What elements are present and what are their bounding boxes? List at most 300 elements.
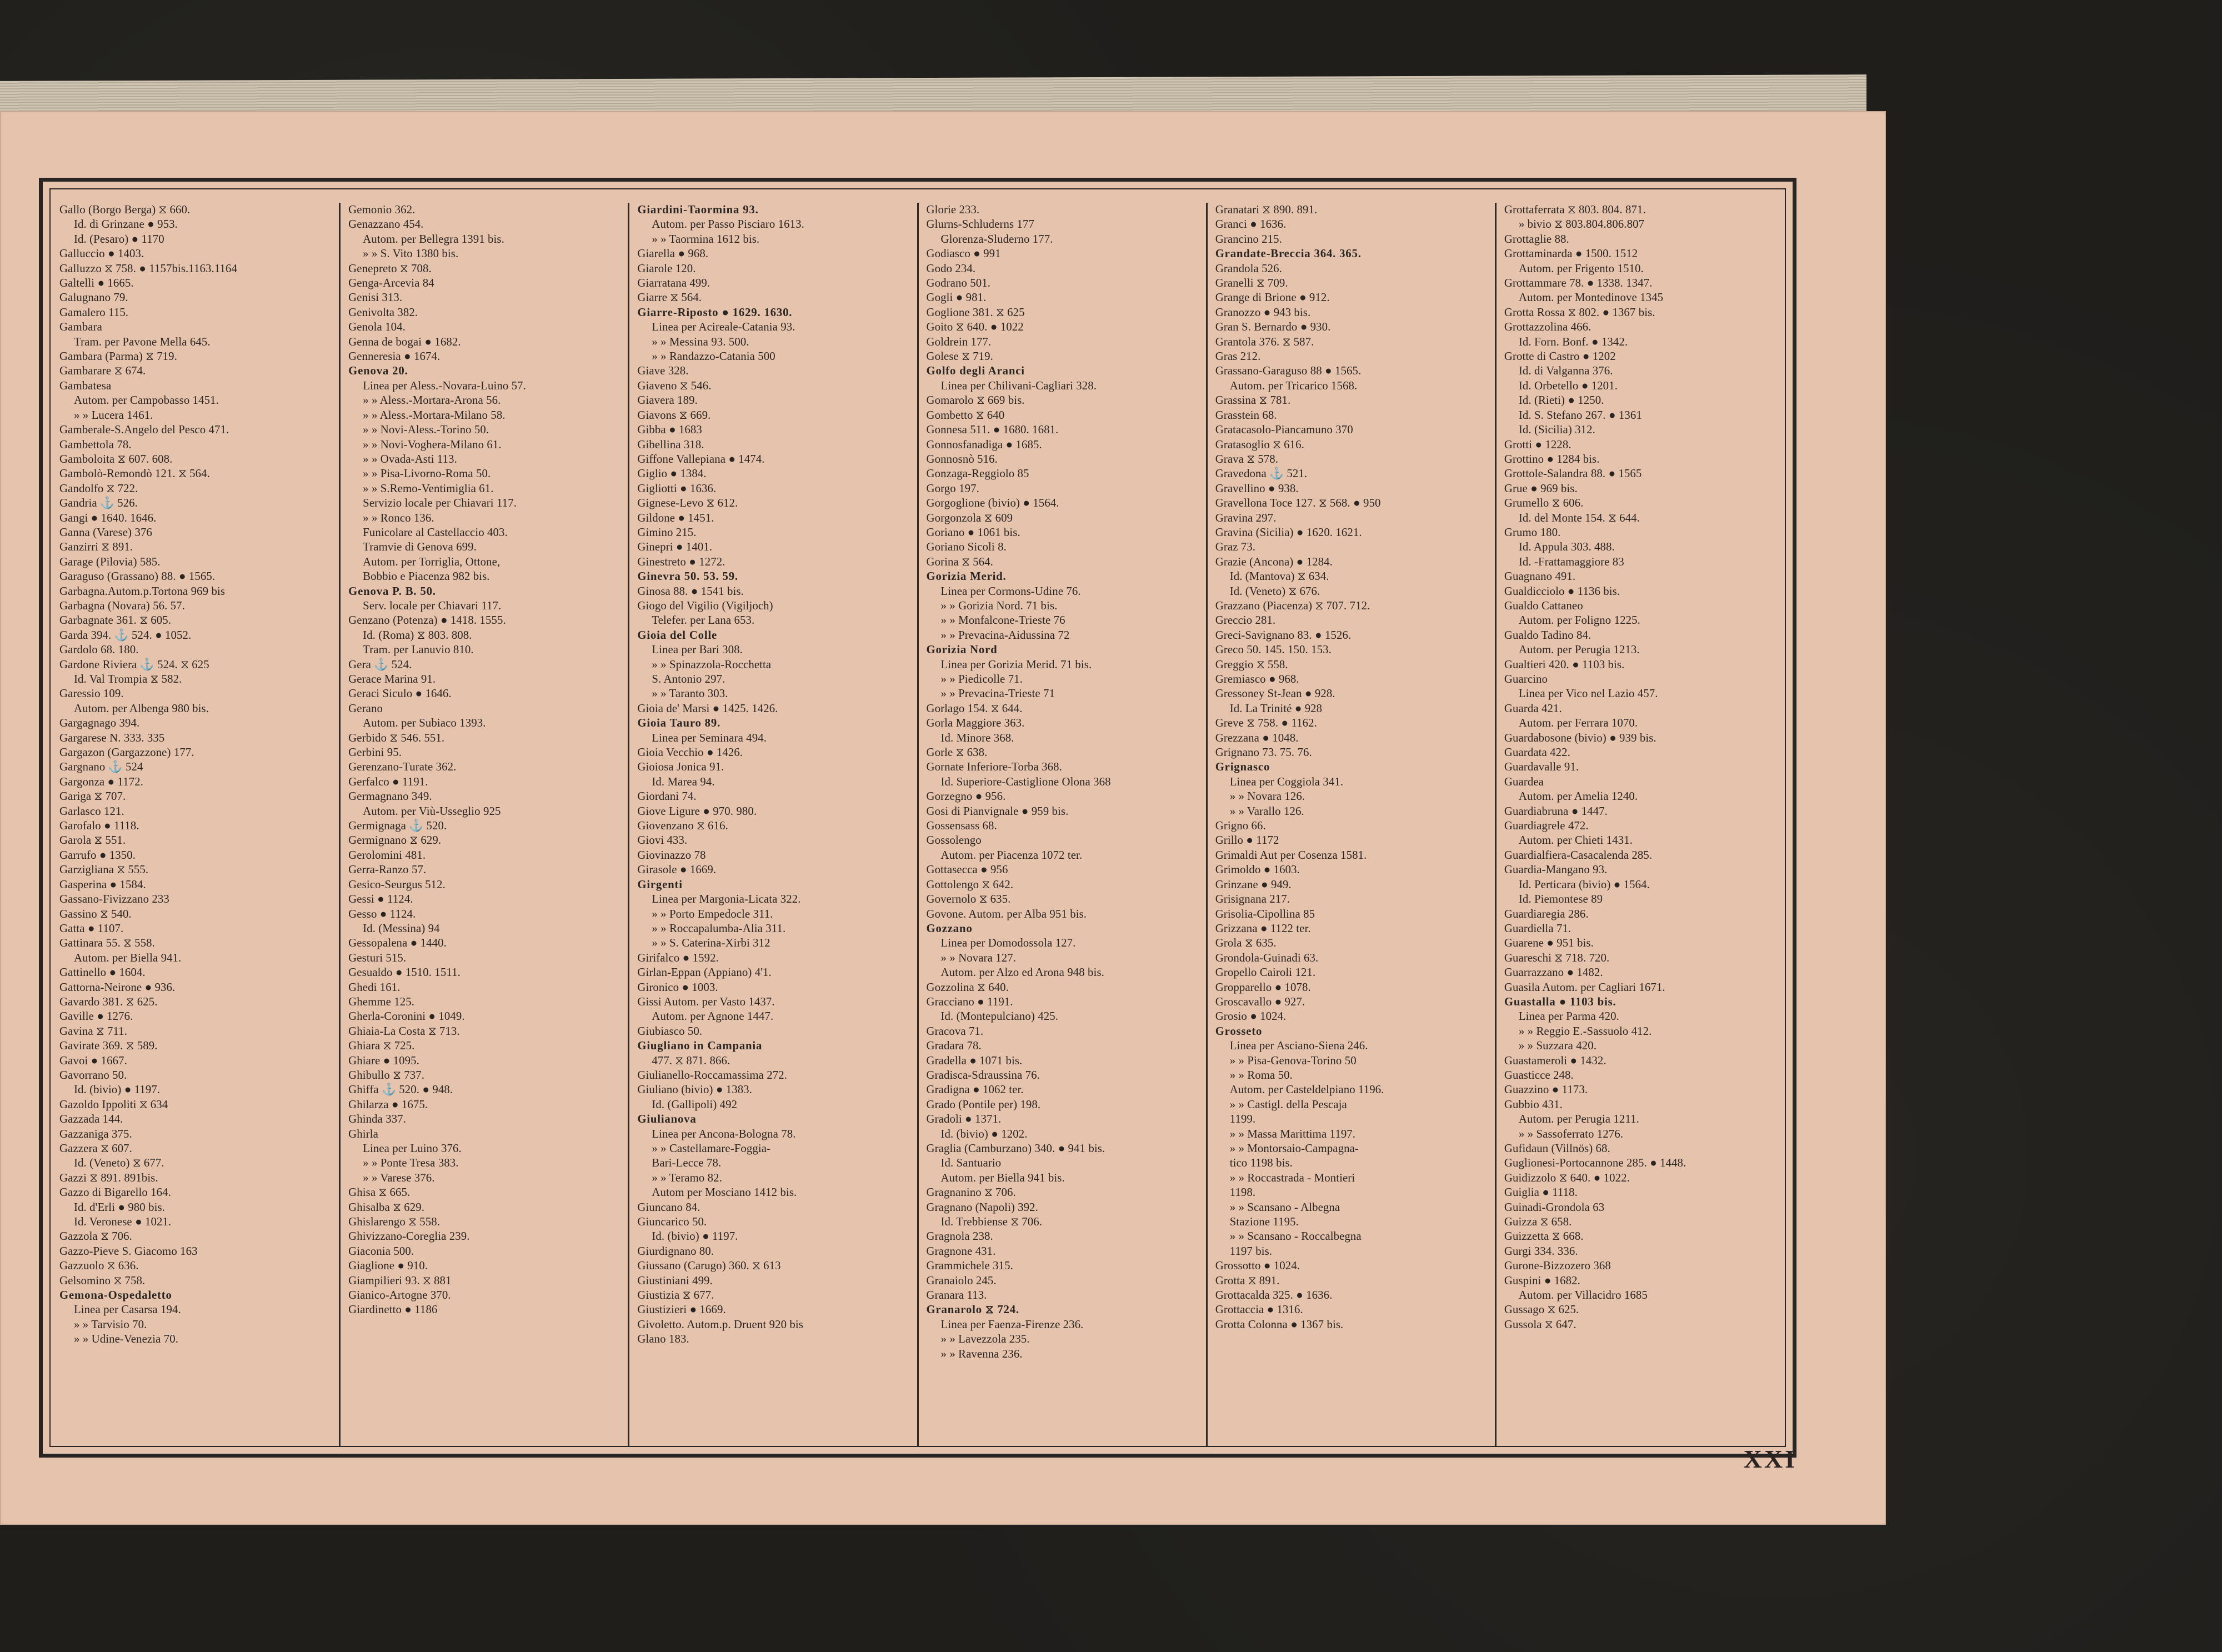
index-subentry: Autom. per Agnone 1447. [652,1010,774,1023]
index-entry: Gazzuolo ⧖ 636. [59,1259,139,1273]
index-column-3 [629,203,918,1446]
index-entry: Grado (Pontile per) 198. [926,1098,1041,1111]
index-subentry: » » Castellamare-Foggia- [652,1142,771,1155]
index-entry: Goglione 381. ⧖ 625 [926,306,1025,319]
index-subentry: 1198. [1229,1186,1256,1199]
index-subentry: Linea per Luino 376. [363,1142,462,1155]
index-entry: Grasstein 68. [1215,408,1277,422]
index-entry: Grondola-Guinadi 63. [1215,951,1319,964]
index-entry: Greve ⧖ 758. ● 1162. [1215,717,1317,730]
index-entry: Grotta Rossa ⧖ 802. ● 1367 bis. [1504,306,1655,319]
index-subentry: Linea per Asciano-Siena 246. [1229,1039,1368,1053]
index-entry: Gurone-Bizzozero 368 [1504,1259,1611,1273]
index-entry: Gratasoglio ⧖ 616. [1215,438,1304,451]
index-entry: Gozzolina ⧖ 640. [926,980,1009,994]
index-subentry: Linea per Margonia-Licata 322. [652,893,801,906]
index-entry: Gualdicciolo ● 1136 bis. [1504,584,1620,598]
index-entry: Grotti ● 1228. [1504,438,1572,451]
index-subentry: Id. (Pesaro) ● 1170 [74,232,164,246]
index-entry: Girlan-Eppan (Appiano) 4'1. [637,966,772,979]
index-subentry: Id. (Mantova) ⧖ 634. [1229,570,1329,583]
index-entry: Grava ⧖ 578. [1215,452,1279,465]
index-subentry: Autom. per Foligno 1225. [1518,614,1640,627]
index-entry: Grazzano (Piacenza) ⧖ 707. 712. [1215,599,1370,612]
index-subentry: Id. Perticara (bivio) ● 1564. [1518,878,1650,891]
index-subentry: Id. La Trinité ● 928 [1229,702,1323,715]
index-subentry: » » Prevacina-Aidussina 72 [940,628,1070,642]
index-subentry: » » Ovada-Asti 113. [363,452,457,465]
index-entry: Grandola 526. [1215,262,1282,275]
index-entry: Garlasco 121. [59,804,124,818]
index-entry: Ghivizzano-Coreglia 239. [348,1230,470,1243]
index-subentry: Autom. per Frigento 1510. [1518,262,1644,275]
index-entry: Gissi Autom. per Vasto 1437. [637,995,775,1008]
index-entry: Genazzano 454. [348,218,424,231]
index-subentry: Id. Santuario [940,1157,1002,1170]
index-entry: Germignaga ⚓ 520. [348,819,447,833]
index-entry: Giubiasco 50. [637,1024,703,1038]
index-entry: Gravellona Toce 127. ⧖ 568. ● 950 [1215,497,1381,510]
index-entry: Germagnano 349. [348,790,432,803]
index-entry: Granaiolo 245. [926,1274,997,1287]
index-entry: Gonzaga-Reggiolo 85 [926,467,1029,480]
index-subentry: Linea per Ancona-Bologna 78. [652,1127,796,1140]
index-entry: Garaguso (Grassano) 88. ● 1565. [59,570,216,583]
index-entry: Gironico ● 1003. [637,980,718,994]
index-subentry: » » Novara 126. [1229,790,1305,803]
index-entry: Gesualdo ● 1510. 1511. [348,966,461,979]
index-entry: Giuliano (bivio) ● 1383. [637,1083,753,1097]
index-entry: Giuncano 84. [637,1200,700,1214]
index-entry: Gessi ● 1124. [348,893,413,906]
index-entry: Giovinazzo 78 [637,848,706,862]
index-entry: Ghiffa ⚓ 520. ● 948. [348,1083,453,1097]
index-entry: Grancino 215. [1215,232,1282,246]
index-entry: Giffone Vallepiana ● 1474. [637,452,765,465]
index-entry: Garbagna (Novara) 56. 57. [59,599,185,612]
index-entry: Gargonza ● 1172. [59,775,144,788]
index-subentry: » » Gorizia Nord. 71 bis. [940,599,1058,612]
index-entry: Granelli ⧖ 709. [1215,277,1288,290]
index-subentry: 477. ⧖ 871. 866. [652,1054,730,1067]
index-entry: Guinadi-Grondola 63 [1504,1200,1605,1214]
index-subentry: Tram. per Lanuvio 810. [363,643,474,657]
index-entry: Gherla-Coronini ● 1049. [348,1010,465,1023]
index-entry: Grassina ⧖ 781. [1215,394,1291,407]
index-entry: Grola ⧖ 635. [1215,937,1277,950]
index-subentry: Id. (Messina) 94 [363,922,440,935]
index-entry: Genivolta 382. [348,306,418,319]
index-entry: Gardone Riviera ⚓ 524. ⧖ 625 [59,658,209,671]
index-subentry: » » Ponte Tresa 383. [363,1157,459,1170]
index-subentry: Linea per Acireale-Catania 93. [652,321,795,334]
index-subentry: » » Lavezzola 235. [940,1333,1030,1346]
index-heading: Gorizia Nord [926,643,998,657]
index-entry: Golese ⧖ 719. [926,350,993,363]
index-heading: Granarolo ⧖ 724. [926,1303,1019,1316]
index-entry: Guardiaregia 286. [1504,907,1589,920]
index-subentry: Linea per Parma 420. [1518,1010,1619,1023]
index-entry: Guareschi ⧖ 718. 720. [1504,951,1610,964]
index-entry: Genepreto ⧖ 708. [348,262,432,275]
index-entry: Gussago ⧖ 625. [1504,1303,1579,1316]
index-entry: Grossotto ● 1024. [1215,1259,1300,1273]
index-entry: Godiasco ● 991 [926,247,1001,261]
index-heading: Giugliano in Campania [637,1039,763,1053]
index-subentry: Autom. per Montedinove 1345 [1518,291,1664,304]
index-entry: Granozzo ● 943 bis. [1215,306,1311,319]
index-entry: Gravina (Sicilia) ● 1620. 1621. [1215,525,1362,539]
index-entry: Grottaferrata ⧖ 803. 804. 871. [1504,203,1646,216]
index-subentry: Autom. per Perugia 1211. [1518,1113,1639,1126]
index-subentry: Linea per Cormons-Udine 76. [940,584,1081,598]
index-subentry: Stazione 1195. [1229,1215,1299,1229]
index-entry: Ghemme 125. [348,995,415,1008]
index-entry: Germignano ⧖ 629. [348,834,442,847]
index-subentry: Autom. per Albenga 980 bis. [74,702,209,715]
index-entry: Guarda 421. [1504,702,1562,715]
index-entry: Gargnano ⚓ 524 [59,760,143,774]
index-entry: Grignano 73. 75. 76. [1215,746,1312,759]
index-subentry: » » Tarvisio 70. [74,1318,147,1331]
index-subentry: » bivio ⧖ 803.804.806.807 [1518,218,1645,231]
index-entry: Giussano (Carugo) 360. ⧖ 613 [637,1259,781,1273]
index-entry: Gignese-Levo ⧖ 612. [637,497,738,510]
index-subentry: Linea per Gorizia Merid. 71 bis. [940,658,1092,671]
index-subentry: » » Novi-Aless.-Torino 50. [363,423,489,437]
index-entry: Gattinara 55. ⧖ 558. [59,937,155,950]
index-entry: Goriano Sicoli 8. [926,540,1007,554]
index-entry: Ghisalba ⧖ 629. [348,1200,424,1214]
index-subentry: Autom. per Subiaco 1393. [363,717,486,730]
index-subentry: » » Suzzara 420. [1518,1039,1597,1053]
index-entry: Gualtieri 420. ● 1103 bis. [1504,658,1625,671]
index-entry: Gazzola ⧖ 706. [59,1230,132,1243]
index-entry: Ghisa ⧖ 665. [348,1186,411,1199]
index-entry: Guarrazzano ● 1482. [1504,966,1603,979]
index-entry: Gualdo Cattaneo [1504,599,1583,612]
index-entry: Gornate Inferiore-Torba 368. [926,760,1062,774]
index-heading: Gioia Tauro 89. [637,717,721,730]
index-entry: Gambolò-Remondò 121. ⧖ 564. [59,467,210,480]
index-entry: Gioia Vecchio ● 1426. [637,746,743,759]
index-heading: Gemona-Ospedaletto [59,1289,172,1302]
index-entry: Guarene ● 951 bis. [1504,937,1594,950]
index-entry: Gorzegno ● 956. [926,790,1006,803]
index-entry: Gambettola 78. [59,438,132,451]
index-subentry: Id. (Montepulciano) 425. [940,1010,1058,1023]
index-entry: Glorie 233. [926,203,980,216]
index-subentry: Id. (Sicilia) 312. [1518,423,1595,437]
index-subentry: Autom. per Passo Pisciaro 1613. [652,218,804,231]
index-subentry: » » Pisa-Livorno-Roma 50. [363,467,491,480]
index-subentry: Tramvie di Genova 699. [363,540,477,554]
index-subentry: Id. di Valganna 376. [1518,364,1613,378]
index-entry: Grottino ● 1284 bis. [1504,452,1600,465]
index-entry: Guizzetta ⧖ 668. [1504,1230,1584,1243]
index-entry: Gravellino ● 938. [1215,482,1299,495]
index-entry: Gessopalena ● 1440. [348,937,447,950]
index-entry: Gibellina 318. [637,438,704,451]
index-entry: Gigliotti ● 1636. [637,482,717,495]
index-entry: Gangi ● 1640. 1646. [59,511,157,524]
index-entry: Giavera 189. [637,394,698,407]
index-entry: Gorgo 197. [926,482,979,495]
index-entry: Gorgonzola ⧖ 609 [926,511,1013,524]
index-subentry: Id. S. Stefano 267. ● 1361 [1518,408,1642,422]
index-entry: Gambatesa [59,379,112,392]
index-subentry: » » S. Vito 1380 bis. [363,247,459,261]
index-entry: Gonnosfanadiga ● 1685. [926,438,1042,451]
index-entry: Galtelli ● 1665. [59,277,134,290]
index-entry: Gandolfo ⧖ 722. [59,482,138,495]
index-heading: Grignasco [1215,760,1270,774]
index-entry: Gufidaun (Villnös) 68. [1504,1142,1610,1155]
index-entry: Grottaminarda ● 1500. 1512 [1504,247,1638,261]
index-entry: Guglionesi-Portocannone 285. ● 1448. [1504,1157,1686,1170]
index-entry: Graglia (Camburzano) 340. ● 941 bis. [926,1142,1105,1155]
index-entry: Goito ⧖ 640. ● 1022 [926,321,1024,334]
index-entry: Gerano [348,702,383,715]
index-subentry: » » Piedicolle 71. [940,673,1023,685]
index-entry: Grottaccia ● 1316. [1215,1303,1303,1316]
index-entry: Gesico-Seurgus 512. [348,878,446,891]
index-entry: Grezzana ● 1048. [1215,731,1299,744]
index-entry: Guardia-Mangano 93. [1504,863,1608,877]
index-subentry: » » Castigl. della Pescaja [1229,1098,1347,1111]
index-entry: Grange di Brione ● 912. [1215,291,1330,304]
index-entry: Garzigliana ⧖ 555. [59,863,149,877]
index-entry: Genga-Arcevia 84 [348,277,434,290]
index-entry: Gerfalco ● 1191. [348,775,428,788]
index-subentry: Autom. per Tricarico 1568. [1229,379,1358,392]
index-entry: Gibba ● 1683 [637,423,702,437]
index-entry: Gera ⚓ 524. [348,658,412,671]
index-entry: Grillo ● 1172 [1215,834,1279,847]
index-entry: Guasticce 248. [1504,1068,1574,1082]
index-entry: Galluccio ● 1403. [59,247,144,261]
index-entry: Gombetto ⧖ 640 [926,408,1005,422]
index-entry: Giardinetto ● 1186 [348,1303,438,1316]
index-entry: Guazzino ● 1173. [1504,1083,1588,1097]
index-entry: Gropello Cairoli 121. [1215,966,1316,979]
index-subentry: Id. di Grinzane ● 953. [74,218,178,231]
index-column-1 [52,203,341,1446]
index-subentry: » » Prevacina-Trieste 71 [940,687,1055,700]
index-subentry: Bobbio e Piacenza 982 bis. [363,570,490,583]
index-entry: Guardata 422. [1504,746,1570,759]
index-subentry: » » Ronco 136. [363,511,434,524]
index-subentry: » » Messina 93. 500. [652,335,749,348]
index-entry: Groscavallo ● 927. [1215,995,1305,1008]
index-entry: Giustizieri ● 1669. [637,1303,726,1316]
index-entry: Garbagnate 361. ⧖ 605. [59,614,172,627]
index-entry: Geraci Siculo ● 1646. [348,687,452,700]
index-subentry: » » Randazzo-Catania 500 [652,350,775,363]
index-subentry: » » Udine-Venezia 70. [74,1333,179,1346]
index-subentry: Id. (Roma) ⧖ 803. 808. [363,628,472,642]
index-heading: Giulianova [637,1113,697,1126]
index-entry: Giove Ligure ● 970. 980. [637,804,757,818]
index-entry: Guarcino [1504,673,1548,685]
index-subentry: Id. Superiore-Castiglione Olona 368 [940,775,1111,788]
index-entry: Guardiabruna ● 1447. [1504,804,1608,818]
index-entry: Giulianello-Roccamassima 272. [637,1068,788,1082]
index-entry: Giarella ● 968. [637,247,709,261]
index-entry: Ghibullo ⧖ 737. [348,1068,425,1082]
index-entry: Grantola 376. ⧖ 587. [1215,335,1314,348]
index-subentry: Autom. per Biella 941. [74,951,182,964]
index-subentry: » » Reggio E.-Sassuolo 412. [1518,1024,1652,1038]
index-subentry: » » Porto Empedocle 311. [652,907,773,920]
index-entry: Gerbido ⧖ 546. 551. [348,731,445,744]
index-entry: Glano 183. [637,1333,689,1346]
index-entry: Gambarare ⧖ 674. [59,364,146,378]
index-entry: Guardea [1504,775,1544,788]
index-entry: Ghedi 161. [348,980,401,994]
index-entry: Giglio ● 1384. [637,467,707,480]
index-subentry: Id. Veronese ● 1021. [74,1215,172,1229]
index-subentry: Autom. per Amelia 1240. [1518,790,1638,803]
index-entry: Grosio ● 1024. [1215,1010,1287,1023]
index-entry: Gremiasco ● 968. [1215,673,1299,685]
index-entry: Garda 394. ⚓ 524. ● 1052. [59,628,192,642]
index-entry: Grotte di Castro ● 1202 [1504,350,1616,363]
index-subentry: » » Montorsaio-Campagna- [1229,1142,1359,1155]
index-subentry: Autom. per Villacidro 1685 [1518,1289,1648,1302]
index-entry: Gratacasolo-Piancamuno 370 [1215,423,1353,437]
index-entry: Gavirate 369. ⧖ 589. [59,1039,158,1053]
index-subentry: » » Pisa-Genova-Torino 50 [1229,1054,1357,1067]
index-entry: Giarratana 499. [637,277,710,290]
index-subentry: » » Taormina 1612 bis. [652,232,760,246]
index-entry: Gazzaniga 375. [59,1127,132,1140]
index-subentry: Autom. per Chieti 1431. [1518,834,1633,847]
index-entry: Gargazon (Gargazzone) 177. [59,746,194,759]
index-entry: Greccio 281. [1215,614,1276,627]
index-subentry: » » Lucera 1461. [74,408,153,422]
index-entry: Gazzo-Pieve S. Giacomo 163 [59,1244,198,1258]
index-entry: Gressoney St-Jean ● 928. [1215,687,1335,700]
index-subentry: » » Aless.-Mortara-Milano 58. [363,408,506,422]
index-entry: Giaveno ⧖ 546. [637,379,712,392]
index-entry: Greggio ⧖ 558. [1215,658,1288,671]
index-subentry: Id. (Gallipoli) 492 [652,1098,738,1111]
index-entry: Graz 73. [1215,540,1256,554]
index-entry: Guardabosone (bivio) ● 939 bis. [1504,731,1657,744]
index-entry: Gradisca-Sdraussina 76. [926,1068,1040,1082]
index-entry: Giaglione ● 910. [348,1259,428,1273]
index-subentry: Glorenza-Sluderno 177. [940,232,1053,246]
index-entry: Gelsomino ⧖ 758. [59,1274,146,1287]
index-entry: Gogli ● 981. [926,291,987,304]
index-subentry: Autom. per Perugia 1213. [1518,643,1640,657]
index-entry: Gras 212. [1215,350,1261,363]
index-subentry: » » Taranto 303. [652,687,728,700]
index-entry: Giampilieri 93. ⧖ 881 [348,1274,452,1287]
index-entry: Galluzzo ⧖ 758. ● 1157bis.1163.1164 [59,262,238,275]
index-subentry: Linea per Casarsa 194. [74,1303,181,1316]
index-entry: Grisignana 217. [1215,893,1290,906]
index-subentry: tico 1198 bis. [1229,1157,1293,1170]
index-heading: Gozzano [926,922,973,935]
index-entry: Gambara [59,321,102,334]
index-entry: Gamboloita ⧖ 607. 608. [59,452,173,465]
index-subentry: Id. Minore 368. [940,731,1014,744]
index-subentry: Id. (bivio) ● 1197. [652,1230,738,1243]
index-entry: Gargarese N. 333. 335 [59,731,165,744]
index-entry: Giave 328. [637,364,689,378]
index-subentry: Id. d'Erli ● 980 bis. [74,1200,165,1214]
index-subentry: » » Novi-Voghera-Milano 61. [363,438,502,451]
index-subentry: 1199. [1229,1113,1256,1126]
index-subentry: Id. Marea 94. [652,775,715,788]
index-entry: Genola 104. [348,321,406,334]
index-subentry: Linea per Faenza-Firenze 236. [940,1318,1084,1331]
index-entry: Guardavalle 91. [1504,760,1579,774]
index-entry: Guardialfiera-Casacalenda 285. [1504,848,1653,862]
index-heading: Girgenti [637,878,683,891]
index-entry: Genneresia ● 1674. [348,350,441,363]
index-entry: Gassano-Fivizzano 233 [59,893,169,906]
index-entry: Grumello ⧖ 606. [1504,497,1584,510]
index-subentry: » » S.Remo-Ventimiglia 61. [363,482,494,495]
index-entry: Giurdignano 80. [637,1244,714,1258]
index-entry: Gavorrano 50. [59,1068,127,1082]
index-subentry: Id. (Veneto) ⧖ 677. [74,1157,164,1170]
index-subentry: » » Scansano - Roccalbegna [1229,1230,1362,1243]
index-entry: Gaville ● 1276. [59,1010,133,1023]
index-entry: Grumo 180. [1504,525,1561,539]
index-subentry: Linea per Aless.-Novara-Luino 57. [363,379,526,392]
index-entry: Gubbio 431. [1504,1098,1563,1111]
index-entry: Godo 234. [926,262,976,275]
index-entry: Grue ● 969 bis. [1504,482,1578,495]
index-subentry: Id. (Veneto) ⧖ 676. [1229,584,1320,598]
index-entry: Gracciano ● 1191. [926,995,1013,1008]
index-heading: Gorizia Merid. [926,570,1007,583]
index-heading: Grandate-Breccia 364. 365. [1215,247,1362,261]
index-entry: Guardiagrele 472. [1504,819,1589,833]
index-entry: Gimino 215. [637,525,697,539]
index-heading: Giarre-Riposto ● 1629. 1630. [637,306,793,319]
index-entry: Gragnone 431. [926,1244,996,1258]
index-subentry: » » Roma 50. [1229,1068,1293,1082]
index-entry: Ginepri ● 1401. [637,540,713,554]
index-entry: Gattinello ● 1604. [59,966,146,979]
index-entry: Godrano 501. [926,277,991,290]
index-entry: Govone. Autom. per Alba 951 bis. [926,907,1087,920]
index-subentry: Telefer. per Lana 653. [652,614,755,627]
index-entry: Gasperina ● 1584. [59,878,146,891]
index-entry: Gurgi 334. 336. [1504,1244,1578,1258]
index-entry: Gildone ● 1451. [637,511,714,524]
index-entry: Ghislarengo ⧖ 558. [348,1215,441,1229]
index-entry: Gerace Marina 91. [348,673,436,685]
index-entry: Genisi 313. [348,291,403,304]
index-subentry: Linea per Domodossola 127. [940,937,1076,950]
index-entry: Giovi 433. [637,834,688,847]
index-subentry: Linea per Bari 308. [652,643,743,657]
index-subentry: Autom. per Ferrara 1070. [1518,717,1638,730]
index-entry: Gavardo 381. ⧖ 625. [59,995,158,1008]
index-entry: Grottazzolina 466. [1504,321,1592,334]
index-entry: Governolo ⧖ 635. [926,893,1011,906]
index-subentry: Tram. per Pavone Mella 645. [74,335,211,348]
index-entry: Grimaldi Aut per Cosenza 1581. [1215,848,1367,862]
index-entry: Giustizia ⧖ 677. [637,1289,714,1302]
index-subentry: Id. Val Trompia ⧖ 582. [74,673,182,685]
